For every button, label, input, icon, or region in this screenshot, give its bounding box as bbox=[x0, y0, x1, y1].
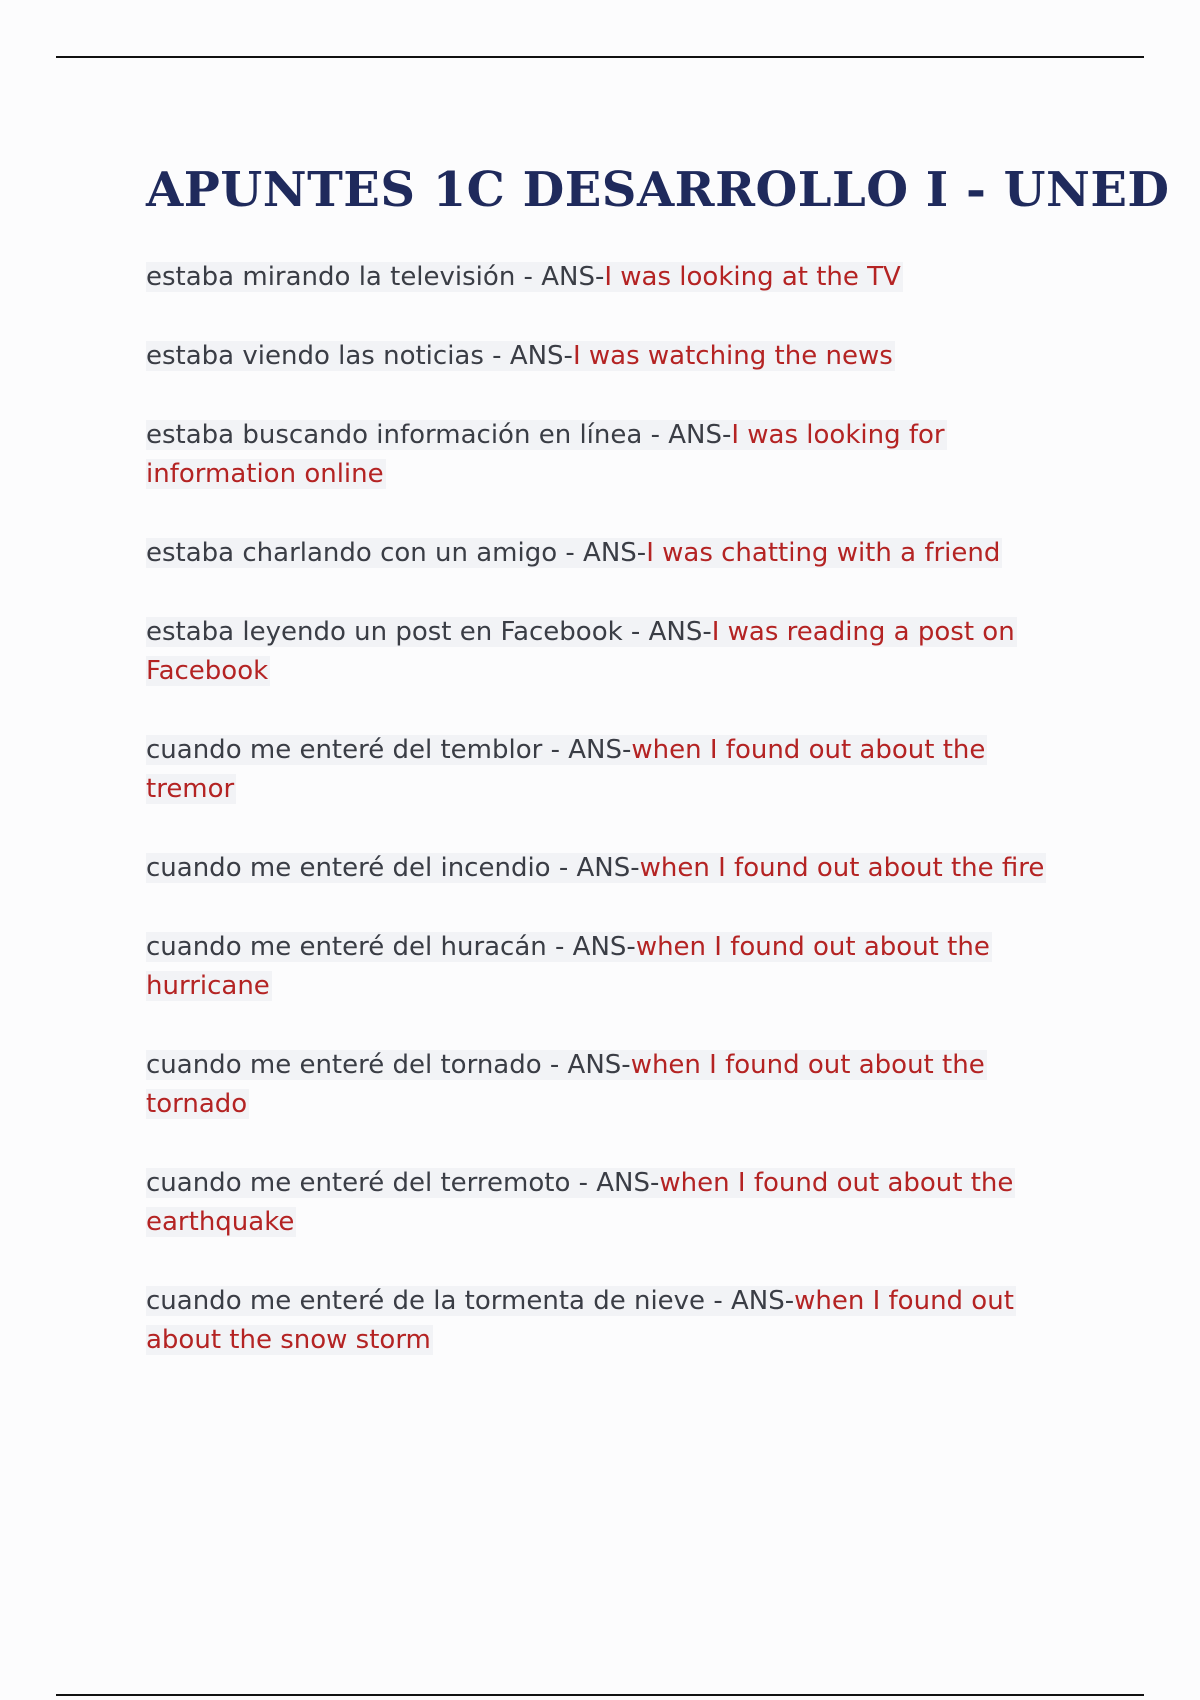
page-title: APUNTES 1C DESARROLLO I - UNED bbox=[146, 162, 1170, 218]
question-text: cuando me enteré del temblor bbox=[146, 735, 543, 765]
answer-text: I was looking for information online bbox=[146, 420, 945, 489]
question-text: cuando me enteré del terremoto bbox=[146, 1168, 571, 1198]
answer-text: I was chatting with a friend bbox=[646, 538, 1001, 568]
answer-separator: - ANS- bbox=[705, 1286, 795, 1316]
question-text: estaba mirando la televisión bbox=[146, 262, 516, 292]
answer-separator: - ANS- bbox=[515, 262, 605, 292]
question-text: cuando me enteré del tornado bbox=[146, 1050, 542, 1080]
answer-text: when I found out about the snow storm bbox=[146, 1286, 1014, 1355]
question-text: estaba leyendo un post en Facebook bbox=[146, 617, 623, 647]
answer-separator: - ANS- bbox=[483, 341, 573, 371]
question-text: estaba buscando información en línea bbox=[146, 420, 643, 450]
qa-item bbox=[146, 928, 1076, 1006]
qa-item bbox=[146, 731, 1076, 809]
question-text: estaba charlando con un amigo bbox=[146, 538, 558, 568]
qa-item bbox=[146, 1046, 1076, 1124]
qa-item bbox=[146, 613, 1076, 691]
qa-item bbox=[146, 416, 1076, 494]
answer-separator: - ANS- bbox=[557, 538, 647, 568]
document-body bbox=[146, 150, 1170, 1400]
answer-text: when I found out about the tornado bbox=[146, 1050, 985, 1119]
qa-item bbox=[146, 258, 1076, 297]
qa-item bbox=[146, 849, 1076, 888]
question-text: cuando me enteré del huracán bbox=[146, 932, 547, 962]
qa-item bbox=[146, 337, 1076, 376]
top-rule bbox=[56, 56, 1144, 58]
answer-text: I was reading a post on Facebook bbox=[146, 617, 1015, 686]
answer-separator: - ANS- bbox=[542, 735, 632, 765]
qa-item bbox=[146, 1282, 1076, 1360]
answer-separator: - ANS- bbox=[550, 853, 640, 883]
answer-separator: - ANS- bbox=[642, 420, 732, 450]
question-text: cuando me enteré del incendio bbox=[146, 853, 551, 883]
question-text: cuando me enteré de la tormenta de nieve bbox=[146, 1286, 706, 1316]
answer-separator: - ANS- bbox=[541, 1050, 631, 1080]
bottom-rule bbox=[56, 1694, 1144, 1696]
answer-text: when I found out about the hurricane bbox=[146, 932, 990, 1001]
answer-text: I was watching the news bbox=[572, 341, 893, 371]
answer-text: when I found out about the fire bbox=[639, 853, 1045, 883]
answer-separator: - ANS- bbox=[546, 932, 636, 962]
answer-text: when I found out about the earthquake bbox=[146, 1168, 1014, 1237]
answer-text: when I found out about the tremor bbox=[146, 735, 986, 804]
answer-separator: - ANS- bbox=[570, 1168, 660, 1198]
qa-item bbox=[146, 534, 1076, 573]
answer-separator: - ANS- bbox=[622, 617, 712, 647]
qa-list bbox=[146, 258, 1076, 1360]
qa-item bbox=[146, 1164, 1076, 1242]
question-text: estaba viendo las noticias bbox=[146, 341, 484, 371]
answer-text: I was looking at the TV bbox=[604, 262, 901, 292]
